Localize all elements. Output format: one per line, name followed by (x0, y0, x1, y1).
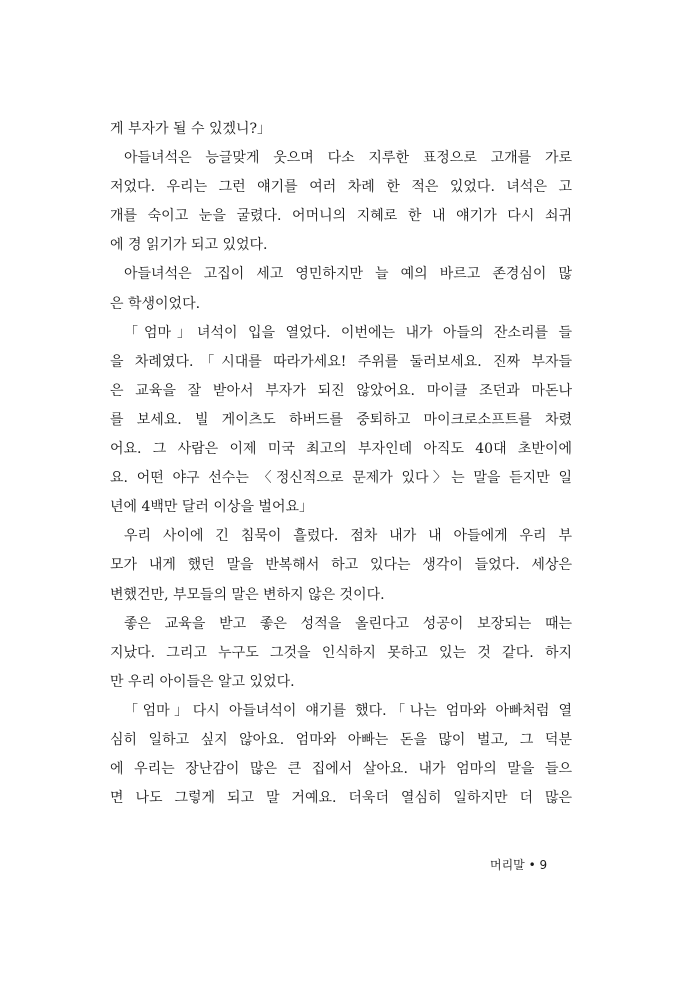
text-line: 개를 숙이고 눈을 굴렸다. 어머니의 지혜로 한 내 얘기가 다시 쇠귀 (110, 208, 572, 225)
text-line: 을 차례였다.「시대를 따라가세요! 주위를 둘러보세요. 진짜 부자들 (110, 353, 572, 370)
text-line: 를 보세요. 빌 게이츠도 하버드를 중퇴하고 마이크로소프트를 차렸 (110, 411, 572, 428)
text-line: 은 학생이었다. (110, 295, 201, 312)
text-line: 만 우리 아이들은 알고 있었다. (110, 673, 295, 690)
text-line: 아들녀석은 고집이 세고 영민하지만 늘 예의 바르고 존경심이 많 (124, 266, 572, 283)
text-line: 「엄마」녀석이 입을 열었다. 이번에는 내가 아들의 잔소리를 들 (124, 324, 572, 341)
text-line: 「엄마」다시 아들녀석이 얘기를 했다.「나는 엄마와 아빠처럼 열 (124, 702, 572, 719)
text-line: 좋은 교육을 받고 좋은 성적을 올린다고 성공이 보장되는 때는 (124, 615, 572, 632)
text-line: 지났다. 그리고 누구도 그것을 인식하지 못하고 있는 것 같다. 하지 (110, 644, 572, 661)
page-footer: 머리말 • 9 (490, 858, 548, 872)
text-line: 에 우리는 장난감이 많은 큰 집에서 살아요. 내가 엄마의 말을 들으 (110, 761, 572, 778)
text-line: 저었다. 우리는 그런 얘기를 여러 차례 한 적은 있었다. 녀석은 고 (110, 179, 572, 196)
text-line: 변했건만, 부모들의 말은 변하지 않은 것이다. (110, 586, 385, 603)
text-line: 심히 일하고 싶지 않아요. 엄마와 아빠는 돈을 많이 벌고, 그 덕분 (110, 731, 572, 748)
text-line: 어요. 그 사람은 이제 미국 최고의 부자인데 아직도 40대 초반이에 (110, 441, 572, 458)
text-line: 게 부자가 될 수 있겠니?」 (110, 121, 272, 137)
text-line: 은 교육을 잘 받아서 부자가 되진 않았어요. 마이클 조던과 마돈나 (110, 382, 572, 399)
body-text (110, 115, 572, 813)
text-line: 에 경 읽기가 되고 있었다. (110, 237, 268, 254)
text-line: 우리 사이에 긴 침묵이 흘렀다. 점차 내가 내 아들에게 우리 부 (124, 528, 572, 545)
text-line: 모가 내게 했던 말을 반복해서 하고 있다는 생각이 들었다. 세상은 (110, 557, 572, 574)
text-line: 년에 4백만 달러 이상을 벌어요」 (110, 499, 313, 516)
text-line: 요. 어떤 야구 선수는 〈정신적으로 문제가 있다〉는 말을 듣지만 일 (110, 470, 572, 487)
text-line: 면 나도 그렇게 되고 말 거예요. 더욱더 열심히 일하지만 더 많은 (110, 790, 572, 807)
text-line: 아들녀석은 능글맞게 웃으며 다소 지루한 표정으로 고개를 가로 (124, 150, 572, 167)
